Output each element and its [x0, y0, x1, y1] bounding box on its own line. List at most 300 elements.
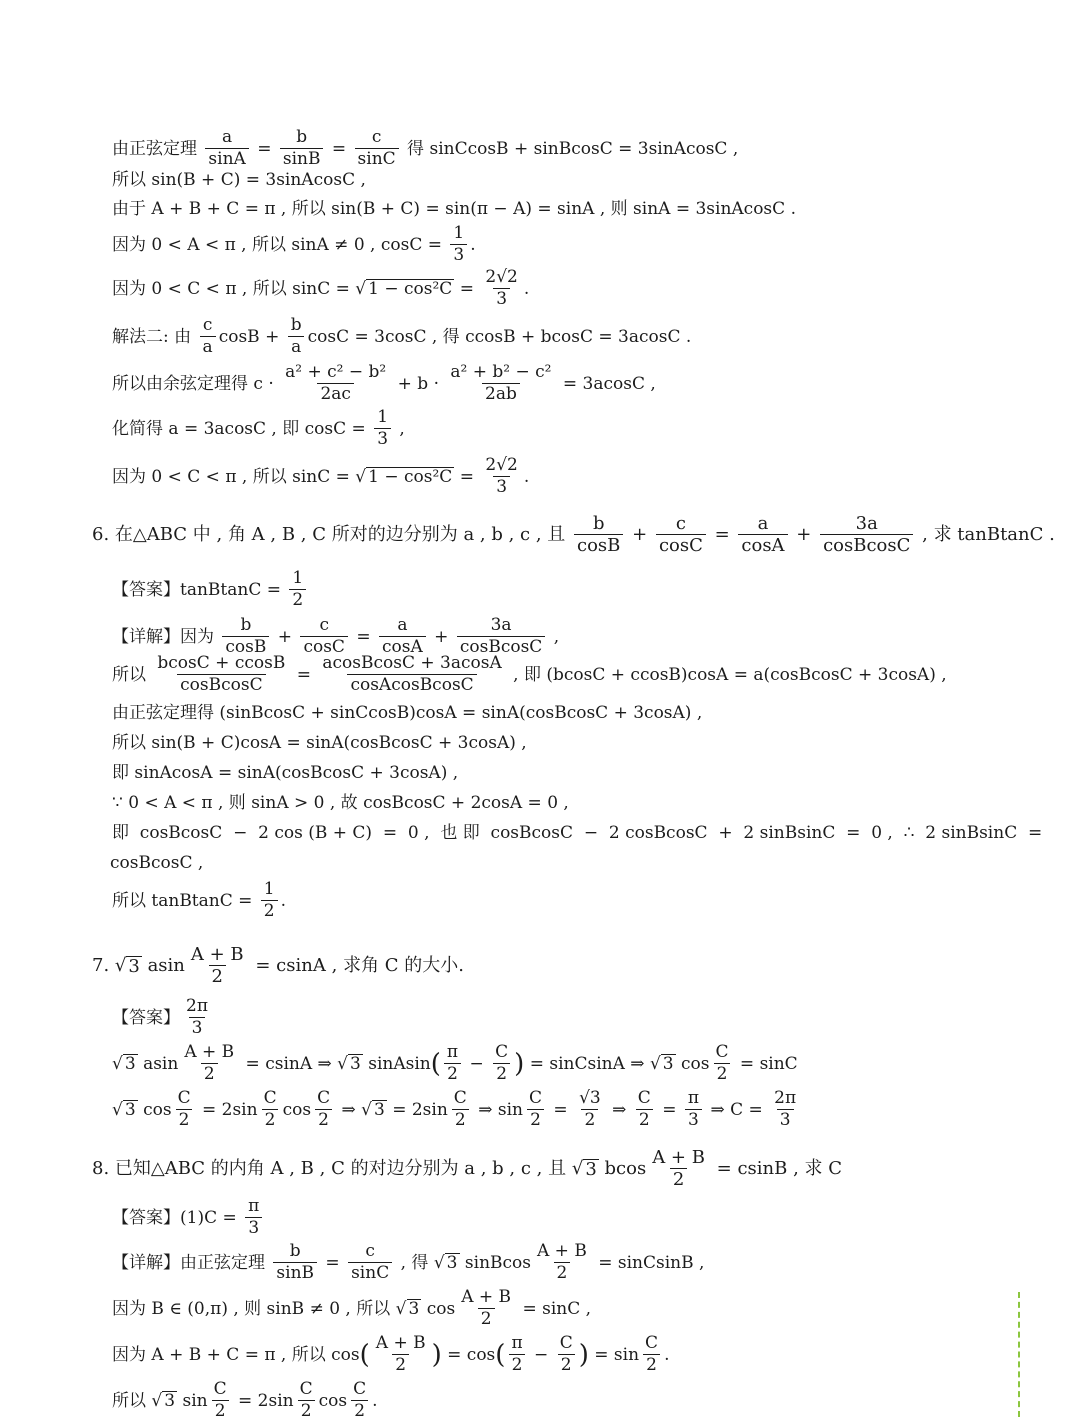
numerator: √3 [579, 1088, 601, 1108]
text: + b · [392, 373, 445, 394]
text: + [790, 523, 818, 545]
fraction [282, 363, 389, 404]
text: . [523, 466, 530, 487]
text: 即 cosBcosC − 2 cos (B + C) = 0 , 也 即 cosBcosC − 2 cosBcosC + 2 sinBsinC = 0 , ∴ 2 sinBsinC = [112, 823, 1043, 843]
text: , [548, 626, 560, 647]
text: = [548, 1099, 574, 1120]
text: = 2sin [232, 1390, 294, 1411]
radical-sign: √ [112, 1053, 123, 1074]
denominator: sinB [273, 1262, 317, 1283]
text: asin [137, 1053, 179, 1074]
radical-sign: √ [433, 1252, 445, 1273]
radicand: 3 [124, 1099, 136, 1120]
numerator: b [240, 615, 252, 635]
text: bcos [598, 1157, 647, 1179]
denominator: cosBcosC [457, 636, 545, 657]
radicand: 3 [373, 1099, 385, 1120]
text: 【详解】由正弦定理 [112, 1252, 271, 1273]
square-root [112, 1100, 138, 1120]
text: − [464, 1053, 490, 1074]
fraction [526, 1089, 545, 1130]
numerator: 3a [855, 513, 878, 534]
fraction [771, 1089, 799, 1130]
text: = 2sin [196, 1099, 258, 1120]
denominator: a [200, 336, 216, 357]
detail-6-line-1 [112, 616, 559, 657]
fraction [297, 1380, 316, 1421]
fraction [222, 616, 269, 657]
square-root [355, 279, 454, 299]
text: , [394, 418, 405, 439]
numerator: c [675, 513, 686, 534]
numerator: C [559, 1333, 573, 1353]
text: 因为 0 < C < π , 所以 sinC = [112, 278, 356, 299]
right-paren: ) [431, 1339, 442, 1370]
denominator: 2 [670, 1168, 687, 1189]
radicand: 3 [408, 1298, 420, 1319]
denominator: 2ab [482, 383, 520, 404]
question-7 [92, 945, 464, 986]
fraction [205, 128, 248, 169]
solution-line-9 [112, 456, 529, 497]
text: ⇒ C = [705, 1099, 769, 1120]
text: = [251, 138, 277, 159]
solution-line-6 [112, 316, 691, 357]
fraction [261, 1089, 280, 1130]
text: = csinB , 求 C [710, 1157, 843, 1179]
fraction [183, 997, 211, 1038]
text: asin [141, 954, 185, 976]
text: cos [675, 1053, 710, 1074]
numerator: 1 [292, 568, 304, 588]
numerator: C [213, 1379, 227, 1399]
radical-sign: √ [571, 1157, 584, 1179]
fraction [492, 1043, 511, 1084]
denominator: 2 [289, 589, 306, 610]
text: + [428, 626, 454, 647]
text: 所以由余弦定理得 c · [112, 373, 280, 394]
numerator: c [202, 315, 213, 335]
denominator: sinC [348, 1262, 392, 1283]
radicand: 3 [164, 1390, 176, 1411]
numerator: a [222, 127, 233, 147]
detail-7-line-1 [112, 1043, 798, 1084]
decorative-dashed-line [1018, 1292, 1020, 1417]
fraction [447, 363, 554, 404]
text: cosBcosC , [110, 853, 204, 873]
text: 【答案】(1)C = [112, 1207, 243, 1228]
text: ⇒ sin [472, 1099, 523, 1120]
numerator: C [177, 1088, 191, 1108]
fraction [508, 1334, 525, 1375]
fraction [181, 1043, 237, 1084]
fraction [211, 1380, 230, 1421]
denominator: 2 [351, 1400, 368, 1421]
numerator: c [365, 1241, 375, 1261]
denominator: 3 [189, 1017, 206, 1038]
numerator: C [645, 1333, 659, 1353]
numerator: b [289, 1241, 301, 1261]
denominator: 2 [554, 1262, 571, 1283]
square-root [396, 1299, 422, 1319]
detail-6-line-9 [112, 880, 286, 921]
denominator: 3 [450, 244, 467, 265]
text: ∵ 0 < A < π , 则 sinA > 0 , 故 cosBcosC + 2cosA = 0 , [112, 793, 569, 813]
text: = csinA ⇒ [240, 1053, 338, 1074]
numerator: 1 [377, 407, 389, 427]
text: . [470, 234, 476, 255]
radical-sign: √ [112, 1099, 123, 1120]
detail-8-line-2 [112, 1288, 591, 1329]
fraction [656, 514, 706, 555]
numerator: 1 [263, 879, 275, 899]
detail-7-line-2 [112, 1089, 802, 1130]
text: = [454, 278, 480, 299]
question-8 [92, 1148, 842, 1189]
text: = sinCsinA ⇒ [524, 1053, 650, 1074]
square-root [115, 956, 142, 976]
right-paren: ) [514, 1048, 525, 1079]
text: 由正弦定理 [112, 138, 203, 159]
numerator: C [637, 1088, 651, 1108]
numerator: b [290, 315, 302, 335]
text: 因为 B ∈ (0,π) , 则 sinB ≠ 0 , 所以 [112, 1298, 396, 1319]
denominator: 2 [643, 1354, 660, 1375]
numerator: π [248, 1196, 260, 1216]
text: = sinC , [517, 1298, 592, 1319]
numerator: A + B [652, 1147, 705, 1168]
denominator: 2 [444, 1063, 461, 1084]
denominator: cosBcosC [177, 674, 265, 695]
solution-line-8 [112, 408, 405, 449]
fraction [300, 616, 348, 657]
solution-line-7 [112, 363, 656, 404]
text: cos [421, 1298, 456, 1319]
text: = [291, 664, 317, 685]
numerator: 2√2 [485, 455, 518, 475]
text: , 求 tanBtanC . [916, 523, 1055, 545]
square-root [112, 1054, 138, 1074]
text: = [656, 1099, 682, 1120]
numerator: A + B [461, 1287, 512, 1307]
denominator: 3 [374, 428, 391, 449]
denominator: sinA [205, 148, 248, 169]
text: 因为 0 < A < π , 所以 sinA ≠ 0 , cosC = [112, 234, 448, 255]
numerator: π [446, 1042, 459, 1062]
numerator: 1 [453, 223, 465, 243]
numerator: C [263, 1088, 277, 1108]
denominator: 2 [315, 1109, 332, 1130]
fraction [738, 514, 787, 555]
denominator: 2 [452, 1109, 469, 1130]
text: 由于 A + B + C = π , 所以 sin(B + C) = sin(π − A) = sinA , 则 sinA = 3sinAcosC . [112, 199, 796, 219]
radicand: 3 [124, 1053, 136, 1074]
denominator: cosA [738, 534, 787, 555]
numerator: 3a [490, 615, 512, 635]
numerator: c [371, 127, 382, 147]
denominator: 2 [581, 1109, 598, 1130]
fraction [288, 316, 305, 357]
detail-8-line-1 [112, 1242, 704, 1283]
denominator: 3 [493, 288, 510, 309]
fraction [200, 316, 216, 357]
text: cosC = 3cosC , 得 ccosB + bcosC = 3acosC . [307, 326, 692, 347]
text: 得 sinCcosB + sinBcosC = 3sinAcosC , [401, 138, 739, 159]
text: 【详解】因为 [112, 626, 220, 647]
text: − [528, 1344, 554, 1365]
numerator: b [296, 127, 308, 147]
fraction [319, 654, 504, 695]
text: sinAsin [362, 1053, 431, 1074]
text: = 3acosC , [557, 373, 656, 394]
fraction [245, 1197, 262, 1238]
denominator: sinB [280, 148, 324, 169]
text: 因为 0 < C < π , 所以 sinC = [112, 466, 356, 487]
numerator: b [592, 513, 605, 534]
text: 所以 sin(B + C) = 3sinAcosC , [112, 170, 366, 190]
text: cosB + [218, 326, 285, 347]
text: = [454, 466, 480, 487]
text: ⇒ [336, 1099, 362, 1120]
text: = [326, 138, 352, 159]
fraction [175, 1089, 194, 1130]
text: = 2sin [386, 1099, 448, 1120]
numerator: C [453, 1088, 467, 1108]
numerator: C [495, 1042, 509, 1062]
text: = [350, 626, 377, 647]
denominator: 2 [176, 1109, 193, 1130]
denominator: 2 [261, 900, 278, 921]
text: 化简得 a = 3acosC , 即 cosC = [112, 418, 372, 439]
denominator: 2 [478, 1308, 495, 1329]
detail-6-line-4 [112, 733, 527, 753]
fraction [289, 569, 306, 610]
radical-sign: √ [355, 466, 367, 487]
numerator: C [317, 1088, 331, 1108]
numerator: 2π [186, 996, 208, 1016]
detail-6-line-3 [112, 703, 702, 723]
radical-sign: √ [649, 1053, 661, 1074]
text: 解法二: 由 [112, 326, 197, 347]
solution-line-2 [112, 170, 366, 190]
text: = [320, 1252, 346, 1273]
text: cos [318, 1390, 348, 1411]
denominator: 3 [685, 1109, 702, 1130]
text: . [372, 1390, 378, 1411]
numerator: bcosC + ccosB [157, 653, 286, 673]
numerator: 2π [774, 1088, 797, 1108]
denominator: cosB [574, 534, 623, 555]
detail-8-line-4 [112, 1380, 378, 1421]
text: + [626, 523, 653, 545]
fraction [820, 514, 913, 555]
square-root [355, 467, 454, 487]
denominator: cosA [379, 636, 426, 657]
radical-sign: √ [361, 1099, 372, 1120]
text: 7. [92, 954, 115, 976]
text: sinBcos [459, 1252, 531, 1273]
text: 【答案】 [112, 1007, 180, 1028]
radicand: 3 [350, 1053, 361, 1074]
fraction [713, 1043, 732, 1084]
denominator: 2 [298, 1400, 315, 1421]
fraction [451, 1089, 470, 1130]
radicand: 1 − cos²C [368, 278, 453, 299]
text: = [708, 523, 736, 545]
denominator: cosAcosBcosC [347, 674, 476, 695]
denominator: 2 [493, 1063, 510, 1084]
fraction [273, 1242, 317, 1283]
denominator: 2 [509, 1354, 526, 1375]
text: . [280, 890, 287, 911]
denominator: sinC [355, 148, 399, 169]
left-paren: ( [495, 1339, 506, 1370]
fraction [261, 880, 278, 921]
text: 所以 tanBtanC = [112, 890, 258, 911]
text: + [272, 626, 298, 647]
fraction [482, 268, 520, 309]
square-root [650, 1054, 676, 1074]
square-root [337, 1054, 363, 1074]
radical-sign: √ [114, 954, 127, 976]
numerator: 2√2 [485, 267, 518, 287]
radicand: 1 − cos²C [368, 466, 453, 487]
radicand: 3 [662, 1053, 674, 1074]
text: 由正弦定理得 (sinBcosC + sinCcosB)cosA = sinA(cosBcosC + 3cosA) , [112, 703, 703, 723]
text: 6. 在△ABC 中 , 角 A , B , C 所对的边分别为 a , b , c , 且 [92, 523, 572, 545]
denominator: cosBcosC [820, 534, 913, 555]
square-root [361, 1100, 387, 1120]
numerator: a² + b² − c² [450, 362, 552, 382]
fraction [534, 1242, 590, 1283]
detail-6-line-6 [112, 793, 569, 813]
text: cos [137, 1099, 172, 1120]
denominator: cosC [656, 534, 706, 555]
text: cos [282, 1099, 312, 1120]
fraction [576, 1089, 604, 1130]
denominator: 2 [714, 1063, 731, 1084]
numerator: C [299, 1379, 313, 1399]
radicand: 3 [128, 955, 140, 977]
numerator: a² + c² − b² [285, 362, 387, 382]
answer-6 [112, 569, 309, 610]
fraction [685, 1089, 702, 1130]
text: 因为 A + B + C = π , 所以 cos [112, 1344, 360, 1365]
numerator: A + B [375, 1333, 426, 1353]
detail-6-line-5 [112, 763, 458, 783]
fraction [649, 1148, 708, 1189]
detail-8-line-3 [112, 1334, 669, 1375]
text: 所以 [112, 1390, 152, 1411]
fraction [457, 616, 545, 657]
denominator: 2 [558, 1354, 575, 1375]
numerator: A + B [184, 1042, 235, 1062]
radical-sign: √ [395, 1298, 407, 1319]
radical-sign: √ [337, 1053, 349, 1074]
numerator: c [319, 615, 329, 635]
answer-8 [112, 1197, 265, 1238]
radical-sign: √ [355, 278, 367, 299]
fraction [557, 1334, 576, 1375]
numerator: π [687, 1088, 700, 1108]
fraction [379, 616, 426, 657]
numerator: a [397, 615, 408, 635]
denominator: cosC [300, 636, 348, 657]
fraction [373, 1334, 429, 1375]
solution-line-3 [112, 199, 796, 219]
fraction [450, 224, 467, 265]
text: 8. 已知△ABC 的内角 A , B , C 的对边分别为 a , b , c , 且 [92, 1157, 572, 1179]
detail-6-line-8 [110, 853, 203, 873]
right-paren: ) [578, 1339, 589, 1370]
fraction [350, 1380, 369, 1421]
fraction [348, 1242, 392, 1283]
left-paren: ( [359, 1339, 370, 1370]
denominator: 2ac [317, 383, 353, 404]
fraction [635, 1089, 654, 1130]
square-root [434, 1253, 460, 1273]
text: 所以 sin(B + C)cosA = sinA(cosBcosC + 3cosA) , [112, 733, 527, 753]
text: 【答案】tanBtanC = [112, 579, 287, 600]
text: = sinC [734, 1053, 798, 1074]
fraction [280, 128, 324, 169]
numerator: A + B [190, 944, 244, 965]
denominator: 2 [262, 1109, 279, 1130]
denominator: 2 [209, 965, 226, 986]
solution-line-5 [112, 268, 529, 309]
numerator: acosBcosC + 3acosA [322, 653, 502, 673]
solution-line-1 [112, 128, 738, 169]
fraction [482, 456, 520, 497]
fraction [374, 408, 391, 449]
fraction [314, 1089, 333, 1130]
text: 所以 [112, 664, 152, 685]
fraction [188, 945, 247, 986]
denominator: 2 [392, 1354, 409, 1375]
numerator: π [511, 1333, 523, 1353]
fraction [574, 514, 623, 555]
text: . [664, 1344, 670, 1365]
denominator: 2 [201, 1063, 218, 1084]
fraction [444, 1043, 461, 1084]
fraction [154, 654, 288, 695]
denominator: a [288, 336, 304, 357]
numerator: C [715, 1042, 729, 1062]
text: = sinCsinB , [592, 1252, 705, 1273]
text: , 即 (bcosC + ccosB)cosA = a(cosBcosC + 3cosA) , [507, 664, 947, 685]
numerator: a [757, 513, 769, 534]
denominator: 3 [493, 476, 510, 497]
text: . [523, 278, 530, 299]
text: = csinA , 求角 C 的大小. [249, 954, 464, 976]
fraction [355, 128, 399, 169]
text: = sin [588, 1344, 640, 1365]
text: , 得 [395, 1252, 434, 1273]
left-paren: ( [430, 1048, 441, 1079]
denominator: 2 [527, 1109, 544, 1130]
radical-sign: √ [151, 1390, 163, 1411]
square-root [151, 1391, 177, 1411]
detail-6-line-7 [112, 823, 1042, 843]
denominator: 2 [636, 1109, 653, 1130]
radicand: 3 [446, 1252, 458, 1273]
answer-7 [112, 997, 214, 1038]
radicand: 3 [585, 1158, 597, 1180]
text: 即 sinAcosA = sinA(cosBcosC + 3cosA) , [112, 763, 459, 783]
text: = cos [441, 1344, 496, 1365]
denominator: 2 [212, 1400, 229, 1421]
text: ⇒ [606, 1099, 632, 1120]
